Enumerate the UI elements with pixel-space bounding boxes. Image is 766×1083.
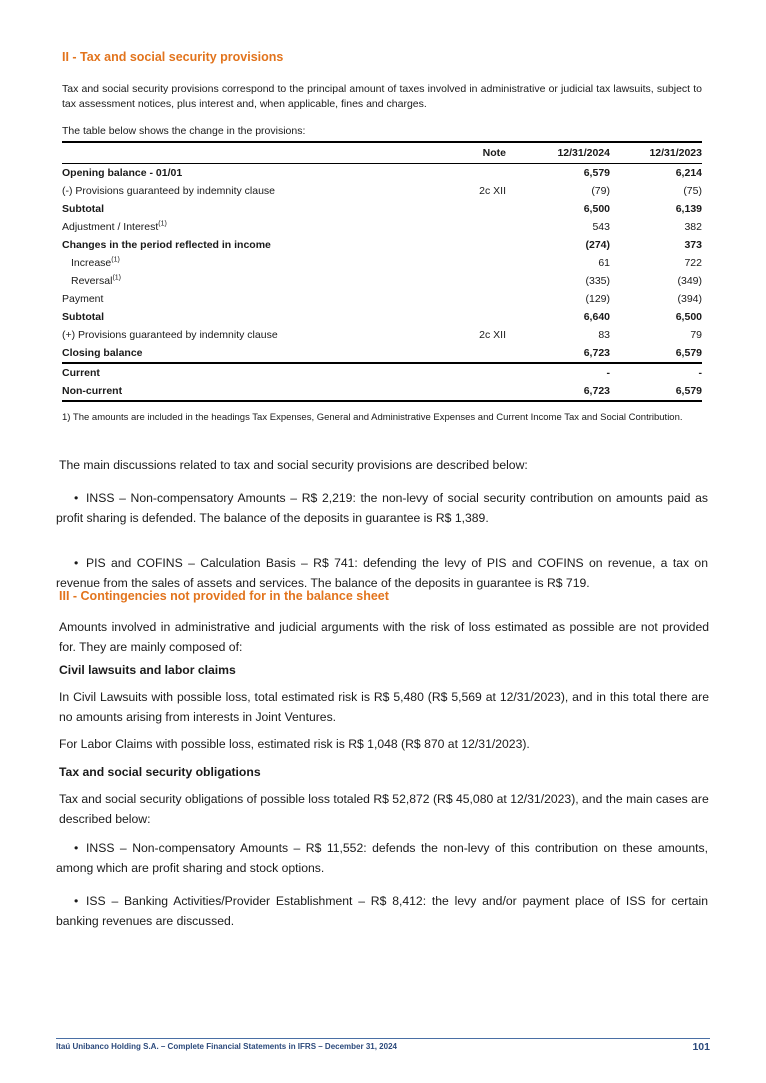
bullet-text: INSS – Non-compensatory Amounts – R$ 2,219: the non-levy of social security contribution on amounts paid as profit sharing is defended. The balance of the deposits in guarantee is R$ 1,389.: [56, 491, 708, 525]
table-intro: The table below shows the change in the provisions:: [62, 125, 306, 137]
footer-text: Itaú Unibanco Holding S.A. – Complete Financial Statements in IFRS – December 31, 2024: [56, 1042, 397, 1051]
row-label: [62, 272, 426, 290]
footnote-ref: (1): [112, 274, 121, 282]
row-label-text: Subtotal: [62, 311, 104, 323]
row-value-2023: (75): [683, 185, 702, 197]
row-value-2024: (79): [591, 185, 610, 197]
row-value-2024: -: [606, 367, 610, 379]
row-note: [426, 308, 518, 326]
row-note: 2c XII: [479, 329, 506, 341]
row-label: [62, 382, 426, 401]
header-2024: 12/31/2024: [518, 142, 610, 164]
row-label: [62, 200, 426, 218]
row-label: [62, 344, 426, 363]
table-row: [62, 308, 702, 326]
row-label-text: Closing balance: [62, 347, 143, 359]
row-value-2024: 6,500: [583, 203, 610, 215]
list-item: [56, 891, 708, 931]
row-note: [426, 382, 518, 401]
row-value-2023: 382: [684, 221, 702, 233]
row-label: [62, 218, 426, 236]
table-row: [62, 363, 702, 382]
row-note: 2c XII: [479, 185, 506, 197]
row-label-text: Reversal: [71, 275, 113, 287]
row-label-text: Opening balance - 01/01: [62, 167, 183, 179]
bullet-icon: •: [74, 491, 79, 505]
row-value-2024: 83: [598, 329, 610, 341]
row-note: [426, 272, 518, 290]
row-value-2023: 6,579: [610, 344, 702, 363]
row-label: [62, 182, 426, 200]
row-label-text: Increase: [71, 257, 112, 269]
bullet-icon: •: [74, 556, 79, 570]
table-row: [62, 164, 702, 183]
civil-paragraph: In Civil Lawsuits with possible loss, total estimated risk is R$ 5,480 (R$ 5,569 at 12/31/2023), and in this total there are no amounts arising from interests in Joint Ventures.: [59, 690, 709, 724]
footer-divider: [56, 1038, 710, 1039]
row-value-2024: 6,723: [518, 344, 610, 363]
table-row: [62, 344, 702, 363]
list-item: [56, 553, 708, 593]
discussion-intro: The main discussions related to tax and social security provisions are described below:: [59, 458, 528, 472]
row-note: [426, 344, 518, 363]
row-label: [62, 308, 426, 326]
row-value-2023: 6,139: [675, 203, 702, 215]
subheading-civil: Civil lawsuits and labor claims: [59, 663, 236, 677]
row-label: [62, 164, 426, 183]
tax-paragraph: Tax and social security obligations of possible loss totaled R$ 52,872 (R$ 45,080 at 12/31/2023), and the main cases are described below:: [59, 792, 709, 826]
provisions-table: [62, 141, 702, 402]
bullet-icon: •: [74, 841, 79, 855]
bullet-text: INSS – Non-compensatory Amounts – R$ 11,552: defends the non-levy of this contribution on these amounts, among which are profit sharing and stock options.: [56, 841, 708, 875]
row-value-2024: 6,723: [518, 382, 610, 401]
row-value-2024: (274): [585, 239, 610, 251]
row-value-2024: 61: [598, 257, 610, 269]
table-row: [62, 218, 702, 236]
row-value-2023: 6,214: [675, 167, 702, 179]
bullet-icon: •: [74, 894, 79, 908]
table-row: [62, 326, 702, 344]
footnote-ref: (1): [111, 256, 120, 264]
table-row: [62, 382, 702, 401]
table-header-row: [62, 142, 702, 164]
section-title-contingencies: III - Contingencies not provided for in the balance sheet: [59, 589, 389, 603]
row-label: [62, 254, 426, 272]
list-item: [56, 488, 708, 528]
row-label: [62, 236, 426, 254]
row-value-2024: 543: [592, 221, 610, 233]
table-row: [62, 236, 702, 254]
row-label-text: Current: [62, 367, 100, 379]
row-label: [62, 326, 426, 344]
row-note: [426, 218, 518, 236]
row-value-2023: (394): [677, 293, 702, 305]
section-intro: Amounts involved in administrative and judicial arguments with the risk of loss estimated as possible are not provided for. They are mainly composed of:: [59, 620, 709, 654]
row-value-2024: (335): [585, 275, 610, 287]
row-value-2024: 6,640: [583, 311, 610, 323]
page-number: 101: [692, 1041, 710, 1053]
row-value-2023: 373: [684, 239, 702, 251]
row-value-2023: (349): [677, 275, 702, 287]
row-value-2023: 6,579: [610, 382, 702, 401]
row-label-text: (-) Provisions guaranteed by indemnity clause: [62, 185, 276, 197]
bullet-text: ISS – Banking Activities/Provider Establishment – R$ 8,412: the levy and/or payment place of ISS for certain banking revenues are discussed.: [56, 894, 708, 928]
row-note: [426, 363, 518, 382]
row-label-text: (+) Provisions guaranteed by indemnity clause: [62, 329, 278, 341]
row-label-text: Changes in the period reflected in income: [62, 239, 271, 251]
table-row: [62, 290, 702, 308]
list-item: [56, 838, 708, 878]
row-note: [426, 290, 518, 308]
header-2023: 12/31/2023: [610, 142, 702, 164]
row-value-2024: (129): [585, 293, 610, 305]
section-title-tax-provisions: II - Tax and social security provisions: [62, 50, 284, 64]
row-label-text: Payment: [62, 293, 104, 305]
row-label: [62, 290, 426, 308]
row-note: [426, 254, 518, 272]
row-value-2023: -: [698, 367, 702, 379]
row-label-text: Adjustment / Interest: [62, 221, 159, 233]
table-row: [62, 254, 702, 272]
row-note: [426, 200, 518, 218]
bullet-text: PIS and COFINS – Calculation Basis – R$ 741: defending the levy of PIS and COFINS on revenue, a tax on revenue from the sales of assets and services. The balance of the deposits in guarantee is R$ 719.: [56, 556, 708, 590]
table-row: [62, 272, 702, 290]
labor-paragraph: For Labor Claims with possible loss, estimated risk is R$ 1,048 (R$ 870 at 12/31/2023).: [59, 737, 530, 751]
row-label: [62, 363, 426, 382]
table-row: [62, 200, 702, 218]
row-value-2024: 6,579: [583, 167, 610, 179]
row-value-2023: 79: [690, 329, 702, 341]
footnote-ref: (1): [158, 220, 167, 228]
section-intro: Tax and social security provisions correspond to the principal amount of taxes involved in administrative or judicial tax lawsuits, subject to tax assessment notices, plus interest and, when applicable, fines and charges.: [62, 83, 702, 110]
table-row: [62, 182, 702, 200]
row-note: [426, 164, 518, 183]
row-note: [426, 236, 518, 254]
row-value-2023: 722: [684, 257, 702, 269]
header-note: Note: [426, 142, 518, 164]
row-label-text: Subtotal: [62, 203, 104, 215]
row-label-text: Non-current: [62, 385, 123, 397]
subheading-tax: Tax and social security obligations: [59, 765, 261, 779]
row-value-2023: 6,500: [675, 311, 702, 323]
table-footnote: 1) The amounts are included in the headings Tax Expenses, General and Administrative Expenses and Current Income Tax and Social Contribution.: [62, 412, 683, 423]
